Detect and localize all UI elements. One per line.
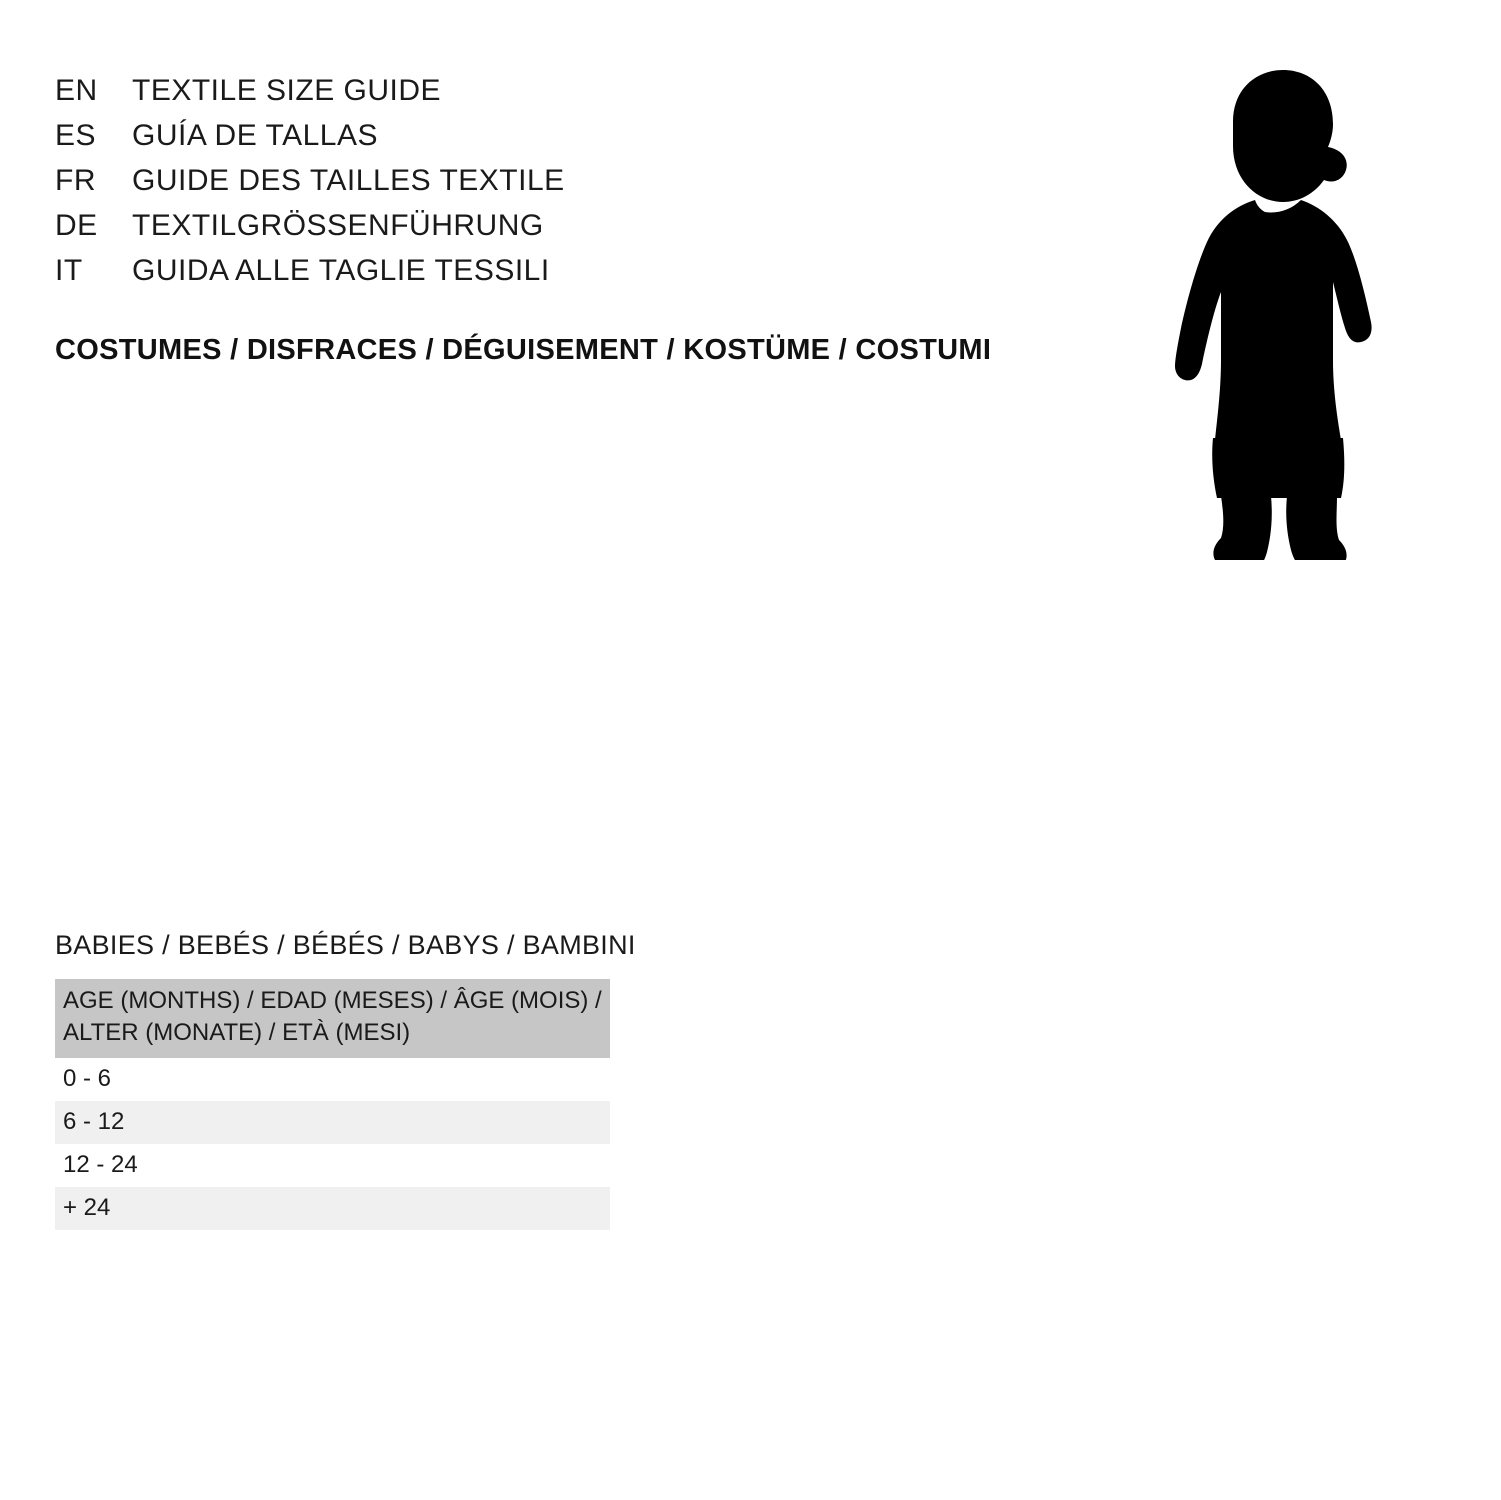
language-title-it: GUIDA ALLE TAGLIE TESSILI [132,254,550,287]
table-header-age: AGE (MONTHS) / EDAD (MESES) / ÂGE (MOIS) / ALTER (MONATE) / ETÀ (MESI) [55,979,610,1058]
table-cell-age: + 24 [55,1187,610,1230]
table-cell-age: 6 - 12 [55,1101,610,1144]
language-code-es: ES [55,119,97,152]
language-title-es: GUÍA DE TALLAS [132,119,378,152]
language-row-it [55,254,565,299]
table-title: BABIES / BEBÉS / BÉBÉS / BABYS / BAMBINI [55,930,636,960]
language-title-fr: GUIDE DES TAILLES TEXTILE [132,164,565,197]
language-row-fr [55,164,565,209]
size-table [55,979,610,1230]
table-cell-age: 0 - 6 [55,1058,610,1101]
table-row [55,1144,610,1187]
language-code-fr: FR [55,164,96,197]
toddler-silhouette-icon [1105,60,1435,560]
table-cell-age: 12 - 24 [55,1144,610,1187]
language-code-it: IT [55,254,83,287]
language-title-en: TEXTILE SIZE GUIDE [132,74,442,107]
category-heading: COSTUMES / DISFRACES / DÉGUISEMENT / KOSTÜME / COSTUMI [55,334,992,366]
language-row-es [55,119,565,164]
language-code-en: EN [55,74,98,107]
language-row-de [55,209,565,254]
table-row [55,1101,610,1144]
language-row-en [55,74,565,119]
language-title-de: TEXTILGRÖSSENFÜHRUNG [132,209,544,242]
table-row [55,1187,610,1230]
table-header-row [55,979,610,1058]
size-table-section [55,930,636,1230]
table-row [55,1058,610,1101]
language-code-de: DE [55,209,98,242]
language-list [55,74,565,299]
